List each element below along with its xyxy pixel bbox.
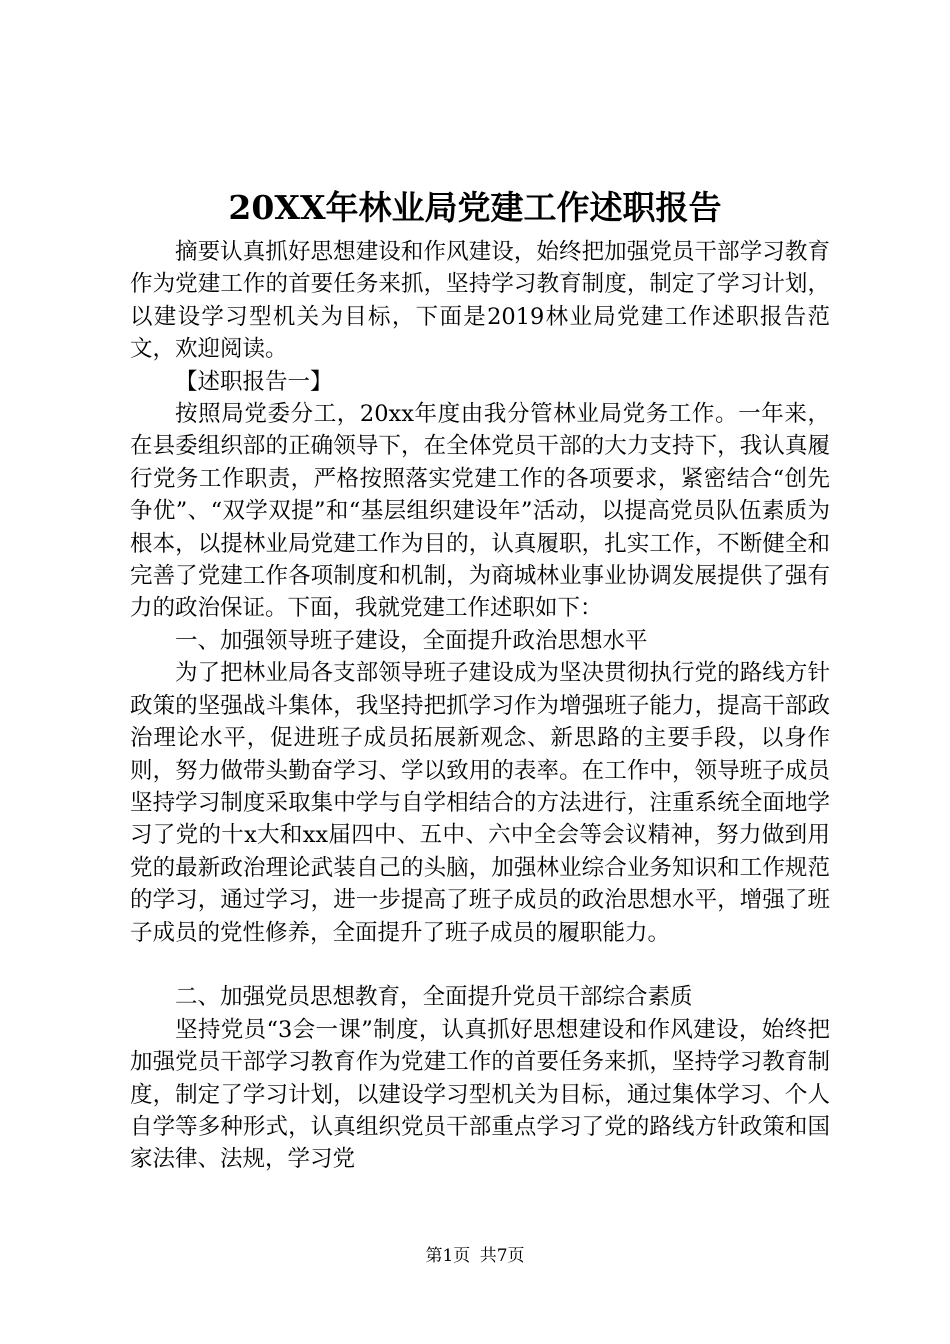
page-total: 共7页 [479, 1246, 525, 1266]
document-title: 20XX年林业局党建工作述职报告 [228, 188, 722, 227]
document-body [130, 236, 830, 1176]
summary-paragraph: 摘要认真抓好思想建设和作风建设，始终把加强党员干部学习教育作为党建工作的首要任务来抓，坚持学习教育制度，制定了学习计划，以建设学习型机关为目标，下面是2019林业局党建工作述职报告范文，欢迎阅读。 [130, 239, 830, 363]
section-paragraph-2: 坚持党员“3会一课”制度，认真抓好思想建设和作风建设，始终把加强党员干部学习教育作为党建工作的首要任务来抓，坚持学习教育制度，制定了学习计划，以建设学习型机关为目标，通过集体学习、个人自学等多种形式，认真组织党员干部重点学习了党的路线方针政策和国家法律、法规，学习党 [130, 1016, 830, 1173]
intro-paragraph: 按照局党委分工，20xx年度由我分管林业局党务工作。一年来，在县委组织部的正确领导下，在全体党员干部的大力支持下，我认真履行党务工作职责，严格按照落实党建工作的各项要求，紧密结合“创先争优”、“双学双提”和“基层组织建设年”活动，以提高党员队伍素质为根本，以提林业局党建工作为目的，认真履职，扎实工作，不断健全和完善了党建工作各项制度和机制，为商城林业事业协调发展提供了强有力的政治保证。下面，我就党建工作述职如下： [130, 401, 830, 622]
section-heading-1: 一、加强领导班子建设，全面提升政治思想水平 [175, 627, 648, 654]
section-heading-2: 二、加强党员思想教育，全面提升党员干部综合素质 [175, 984, 693, 1011]
section-paragraph-1: 为了把林业局各支部领导班子建设成为坚决贯彻执行党的路线方针政策的坚强战斗集体，我坚持把抓学习作为增强班子能力，提高干部政治理论水平，促进班子成员拓展新观念、新思路的主要手段，以身作则，努力做带头勤奋学习、学以致用的表率。在工作中，领导班子成员坚持学习制度采取集中学与自学相结合的方法进行，注重系统全面地学习了党的十x大和xx届四中、五中、六中全会等会议精神，努力做到用党的最新政治理论武装自己的头脑，加强林业综合业务知识和工作规范的学习，通过学习，进一步提高了班子成员的政治思想水平，增强了班子成员的党性修养，全面提升了班子成员的履职能力。 [130, 660, 830, 946]
report-heading: 【述职报告一】 [175, 368, 333, 395]
page-number: 第1页 [425, 1246, 471, 1266]
page-footer [0, 1244, 950, 1268]
